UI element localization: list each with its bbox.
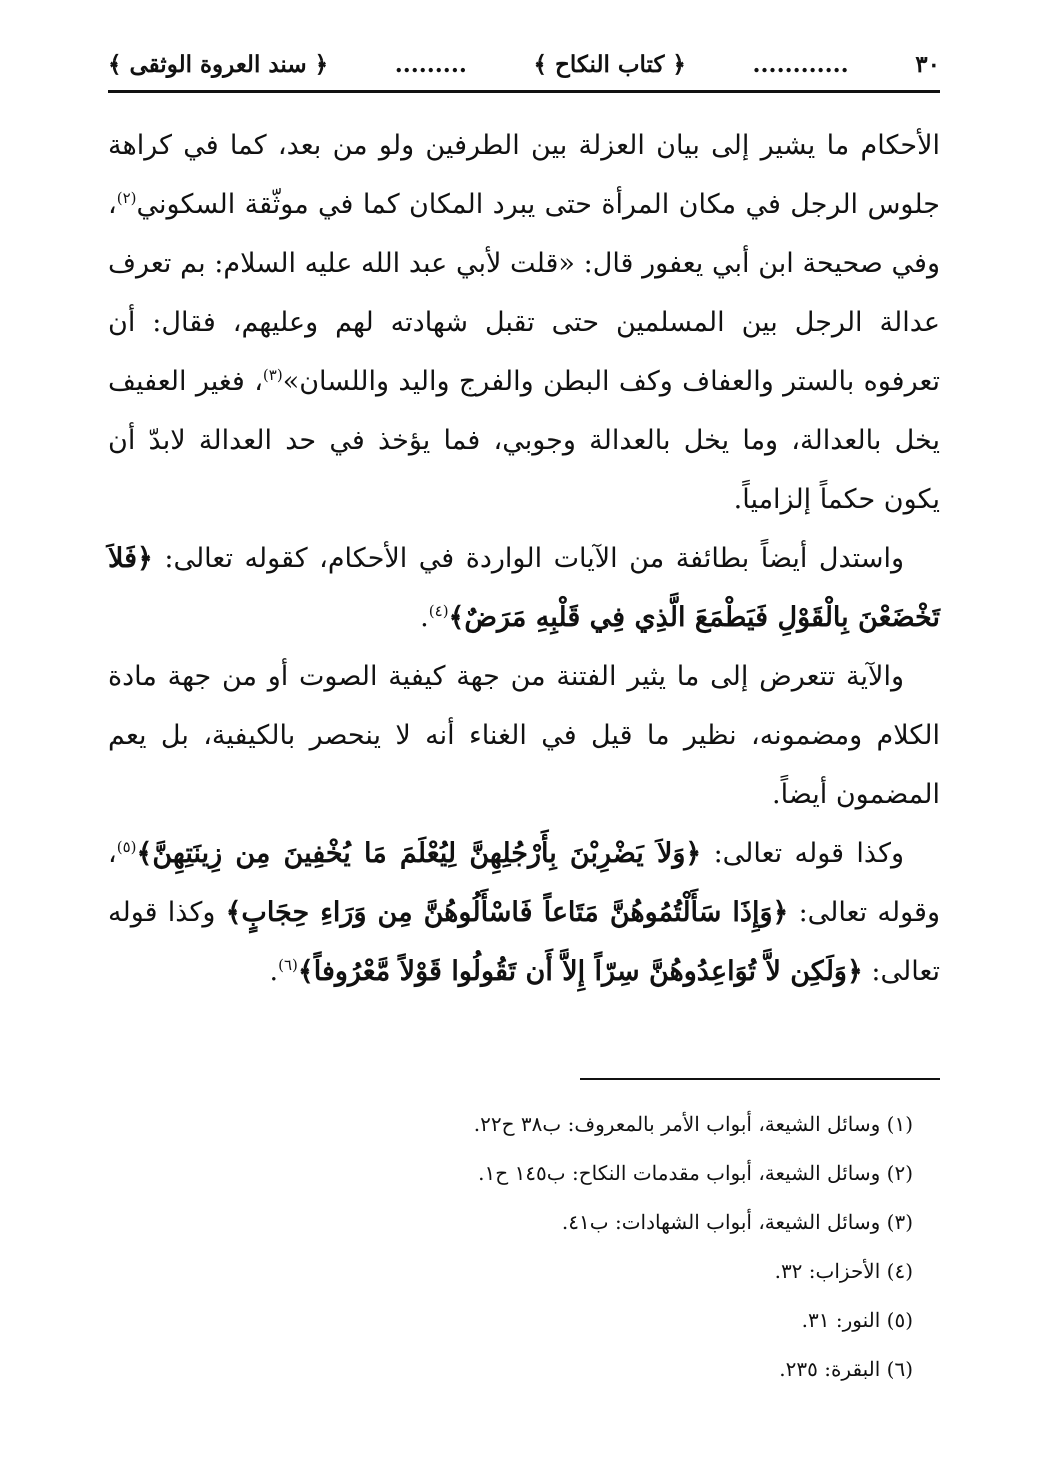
footnote-4: (٤) الأحزاب: ٣٢.	[774, 1259, 913, 1283]
footnote-3: (٣) وسائل الشيعة، أبواب الشهادات: ب٤١.	[561, 1210, 913, 1234]
footnote-1: (١) وسائل الشيعة، أبواب الأمر بالمعروف: ب٣٨ ح٢٢.	[473, 1112, 913, 1136]
footnote-rule	[580, 1078, 940, 1080]
footnote-2: (٢) وسائل الشيعة، أبواب مقدمات النكاح: ب١٤٥ ح١.	[478, 1161, 913, 1185]
quran-verse-ahzab: ﴿فَلاَ تَخْضَعْنَ بِالْقَوْلِ فَيَطْمَعَ الَّذِي فِي قَلْبِهِ مَرَضٌ﴾	[108, 543, 940, 633]
page-number: ٣٠	[915, 50, 940, 78]
running-header	[108, 40, 940, 88]
main-text	[108, 116, 940, 1001]
footnote-ref-5: (٥)	[116, 838, 137, 856]
header-dots-2: .........	[394, 50, 467, 78]
paragraph-3: والآية تتعرض إلى ما يثير الفتنة من جهة كيفية الصوت أو من جهة مادة الكلام ومضمونه، نظير ما قيل في الغناء أنه لا ينحصر بالكيفية، بل يعم المضمون أيضاً.	[108, 661, 940, 810]
paragraph-4-text-b: ، وقوله تعالى:	[108, 838, 940, 928]
paragraph-2-end: .	[420, 602, 429, 633]
footnote-5: (٥) النور: ٣١.	[801, 1308, 913, 1332]
footnotes	[108, 1100, 913, 1394]
footnote-ref-3: (٣)	[262, 366, 283, 384]
header-dots: ............	[752, 50, 849, 78]
quran-verse-baqara: ﴿وَلَكِن لاَّ تُوَاعِدُوهُنَّ سِرّاً إِلاَّ أَن تَقُولُوا قَوْلاً مَّعْرُوفاً﴾	[297, 956, 863, 987]
quran-verse-ahzab-hijab: ﴿وَإِذَا سَأَلْتُمُوهُنَّ مَتَاعاً فَاسْأَلُوهُنَّ مِن وَرَاءِ حِجَابٍ﴾	[225, 897, 789, 928]
footnote-ref-2: (٢)	[116, 189, 137, 207]
footnote-ref-6: (٦)	[278, 956, 298, 974]
footnote-ref-4: (٤)	[428, 602, 449, 620]
series-title: ﴿ سند العروة الوثقى ﴾	[108, 50, 329, 78]
paragraph-4-text-c: وكذا قوله تعالى:	[108, 897, 940, 987]
paragraph-1-text-b: ، وفي صحيحة ابن أبي يعفور قال: «قلت لأبي عبد الله عليه السلام: بم تعرف عدالة الرجل بين المسلمين حتى تقبل شهادته لهم وعليهم، فقال: أن تعرفوه بالستر والعفاف وكف البطن والفرج واليد واللسان»	[108, 189, 941, 397]
paragraph-4	[108, 824, 940, 1001]
paragraph-2-text: واستدل أيضاً بطائفة من الآيات الواردة في الأحكام، كقوله تعالى:	[164, 543, 904, 574]
footnote-6: (٦) البقرة: ٢٣٥.	[779, 1357, 913, 1381]
paragraph-4-end: .	[269, 956, 279, 987]
book-title: ﴿ كتاب النكاح ﴾	[533, 50, 686, 78]
header-rule	[108, 90, 940, 93]
paragraph-1-text-a: الأحكام ما يشير إلى بيان العزلة بين الطرفين ولو من بعد، كما في كراهة جلوس الرجل في مكان المرأة حتى يبرد المكان كما في موثّقة السكوني	[108, 130, 940, 220]
paragraph-4-text-a: وكذا قوله تعالى:	[713, 838, 904, 869]
quran-verse-nur: ﴿وَلاَ يَضْرِبْنَ بِأَرْجُلِهِنَّ لِيُعْلَمَ مَا يُخْفِينَ مِن زِينَتِهِنَّ﴾	[136, 838, 702, 869]
paragraph-1-text-c: ، فغير العفيف يخل بالعدالة، وما يخل بالعدالة وجوبي، فما يؤخذ في حد العدالة لابدّ أن يكون حكماً إلزامياً.	[108, 366, 940, 515]
paragraph-2	[108, 529, 940, 647]
paragraph-1	[108, 116, 940, 529]
